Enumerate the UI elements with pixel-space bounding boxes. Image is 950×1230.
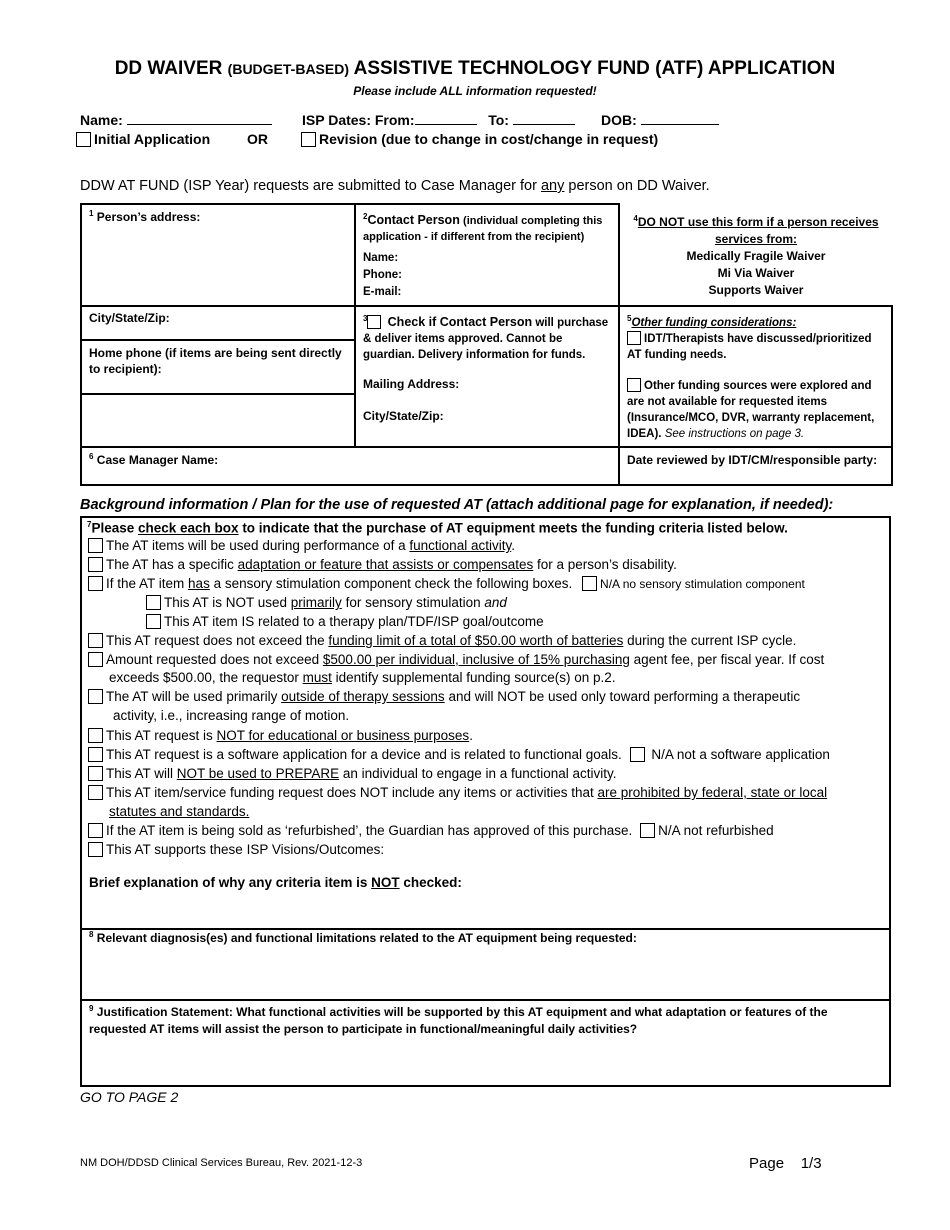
criterion-sensory-primarily[interactable]: This AT is NOT used primarily for sensory stimulation and [146,595,507,610]
criterion-prohibited-continued: statutes and standards. [109,804,250,819]
criterion-amount-continued: exceeds $500.00, the requestor must identify supplemental funding source(s) on p.2. [109,670,616,685]
isp-dates-field[interactable]: ISP Dates: From: To: [302,112,575,128]
brief-explanation-label[interactable]: Brief explanation of why any criteria item is NOT checked: [89,875,462,890]
criterion-amount[interactable]: Amount requested does not exceed $500.00 per individual, inclusive of 15% purchasing agent fee, per fiscal year. If cost [88,652,824,667]
criterion-checkbox[interactable] [88,652,103,667]
criteria-heading: $^7$Please check each box to indicate that the purchase of AT equipment meets the funding criteria listed below. [87,520,788,536]
city-state-zip-field[interactable]: City/State/Zip: [82,307,354,341]
blank-cell[interactable] [82,395,354,436]
info-grid [80,203,893,486]
criterion-checkbox[interactable] [88,728,103,743]
idt-discussed-checkbox[interactable] [627,331,641,345]
other-sources-checkbox[interactable] [627,378,641,392]
dob-field[interactable]: DOB: [601,112,719,128]
criterion-prohibited[interactable]: This AT item/service funding request does NOT include any items or activities that are prohibited by federal, state or local [88,785,827,800]
or-label: OR [247,131,268,147]
person-address-cell[interactable]: $^1$ Person’s address: [81,204,355,306]
criterion-checkbox[interactable] [88,823,103,838]
initial-application-checkbox[interactable] [76,132,91,147]
other-funding-cell[interactable]: $^5$Other funding considerations: IDT/Therapists have discussed/prioritized AT funding needs. Other funding sources were explored and are not available for requested items (Insurance/MCO, DVR, warranty replacement, IDEA). See instructions on page 3. [619,306,892,447]
criterion-sensory-therapy-plan[interactable]: This AT item IS related to a therapy plan/TDF/ISP goal/outcome [146,614,544,629]
na-software-checkbox[interactable] [630,747,645,762]
criterion-sensory[interactable]: If the AT item has a sensory stimulation component check the following boxes. N/A no sensory stimulation component [88,576,805,591]
criterion-not-prepare[interactable]: This AT will NOT be used to PREPARE an individual to engage in a functional activity. [88,766,617,781]
case-manager-cell[interactable]: $^6$ Case Manager Name: [81,447,619,485]
criterion-isp-visions[interactable]: This AT supports these ISP Visions/Outcomes: [88,842,384,857]
delivery-cell[interactable]: $^3$ Check if Contact Person will purchase & deliver items approved. Cannot be guardian. Delivery information for funds. Mailing Address: City/State/Zip: [355,306,619,447]
criterion-outside-therapy[interactable]: The AT will be used primarily outside of therapy sessions and will NOT be used only toward performing a therapeutic [88,689,800,704]
home-phone-field[interactable]: Home phone (if items are being sent directly to recipient): [82,341,354,395]
criterion-checkbox[interactable] [146,614,161,629]
justification-label[interactable]: $^9$ Justification Statement: What functional activities will be supported by this AT equipment and what adaptation or features of the requested AT items will assist the person to participate in functional/meaningful daily activities? [89,1004,828,1036]
criterion-batteries[interactable]: This AT request does not exceed the funding limit of a total of $50.00 worth of batteries during the current ISP cycle. [88,633,796,648]
criterion-adaptation[interactable]: The AT has a specific adaptation or feature that assists or compensates for a person’s disability. [88,557,677,572]
form-subtitle: Please include ALL information requested! [353,84,597,98]
go-to-page-2: GO TO PAGE 2 [80,1089,179,1105]
criterion-outside-therapy-continued: activity, i.e., increasing range of motion. [113,708,350,723]
criterion-checkbox[interactable] [88,842,103,857]
name-field[interactable]: Name: [80,112,272,128]
criterion-checkbox[interactable] [88,689,103,704]
criterion-checkbox[interactable] [88,747,103,762]
diagnosis-label[interactable]: $^8$ Relevant diagnosis(es) and functional limitations related to the AT equipment being requested: [89,930,637,945]
initial-application-option[interactable]: Initial Application [76,131,210,147]
criterion-checkbox[interactable] [88,538,103,553]
criterion-checkbox[interactable] [88,557,103,572]
criterion-software[interactable]: This AT request is a software application for a device and is related to functional goals. N/A not a software application [88,747,830,762]
do-not-use-cell: $^4$DO NOT use this form if a person receives services from: Medically Fragile Waiver Mi Via Waiver Supports Waiver [619,204,892,306]
background-heading: Background information / Plan for the use of requested AT (attach additional page for explanation, if needed): [80,497,834,513]
criterion-checkbox[interactable] [88,766,103,781]
na-sensory-checkbox[interactable] [582,576,597,591]
intro-text: DDW AT FUND (ISP Year) requests are submitted to Case Manager for any person on DD Waiver. [80,178,710,194]
criterion-functional-activity[interactable]: The AT items will be used during performance of a functional activity. [88,538,515,553]
date-reviewed-cell[interactable]: Date reviewed by IDT/CM/responsible party: [619,447,892,485]
criterion-not-educational[interactable]: This AT request is NOT for educational or business purposes. [88,728,473,743]
criterion-refurbished[interactable]: If the AT item is being sold as ‘refurbished’, the Guardian has approved of this purchase. N/A not refurbished [88,823,774,838]
page-number: Page 1/3 [749,1155,822,1172]
revision-checkbox[interactable] [301,132,316,147]
footer-revision: NM DOH/DDSD Clinical Services Bureau, Rev. 2021-12-3 [80,1157,363,1169]
na-refurbished-checkbox[interactable] [640,823,655,838]
contact-person-cell[interactable]: $^2$Contact Person (individual completing this application - if different from the recipient) Name: Phone: E-mail: [355,204,619,306]
contact-person-checkbox[interactable] [367,315,381,329]
revision-option[interactable]: Revision (due to change in cost/change in request) [301,131,658,147]
criterion-checkbox[interactable] [88,576,103,591]
criterion-checkbox[interactable] [146,595,161,610]
form-title: DD WAIVER (BUDGET-BASED) ASSISTIVE TECHNOLOGY FUND (ATF) APPLICATION [114,58,836,79]
criterion-checkbox[interactable] [88,785,103,800]
address-details-cell [81,306,355,447]
criterion-checkbox[interactable] [88,633,103,648]
